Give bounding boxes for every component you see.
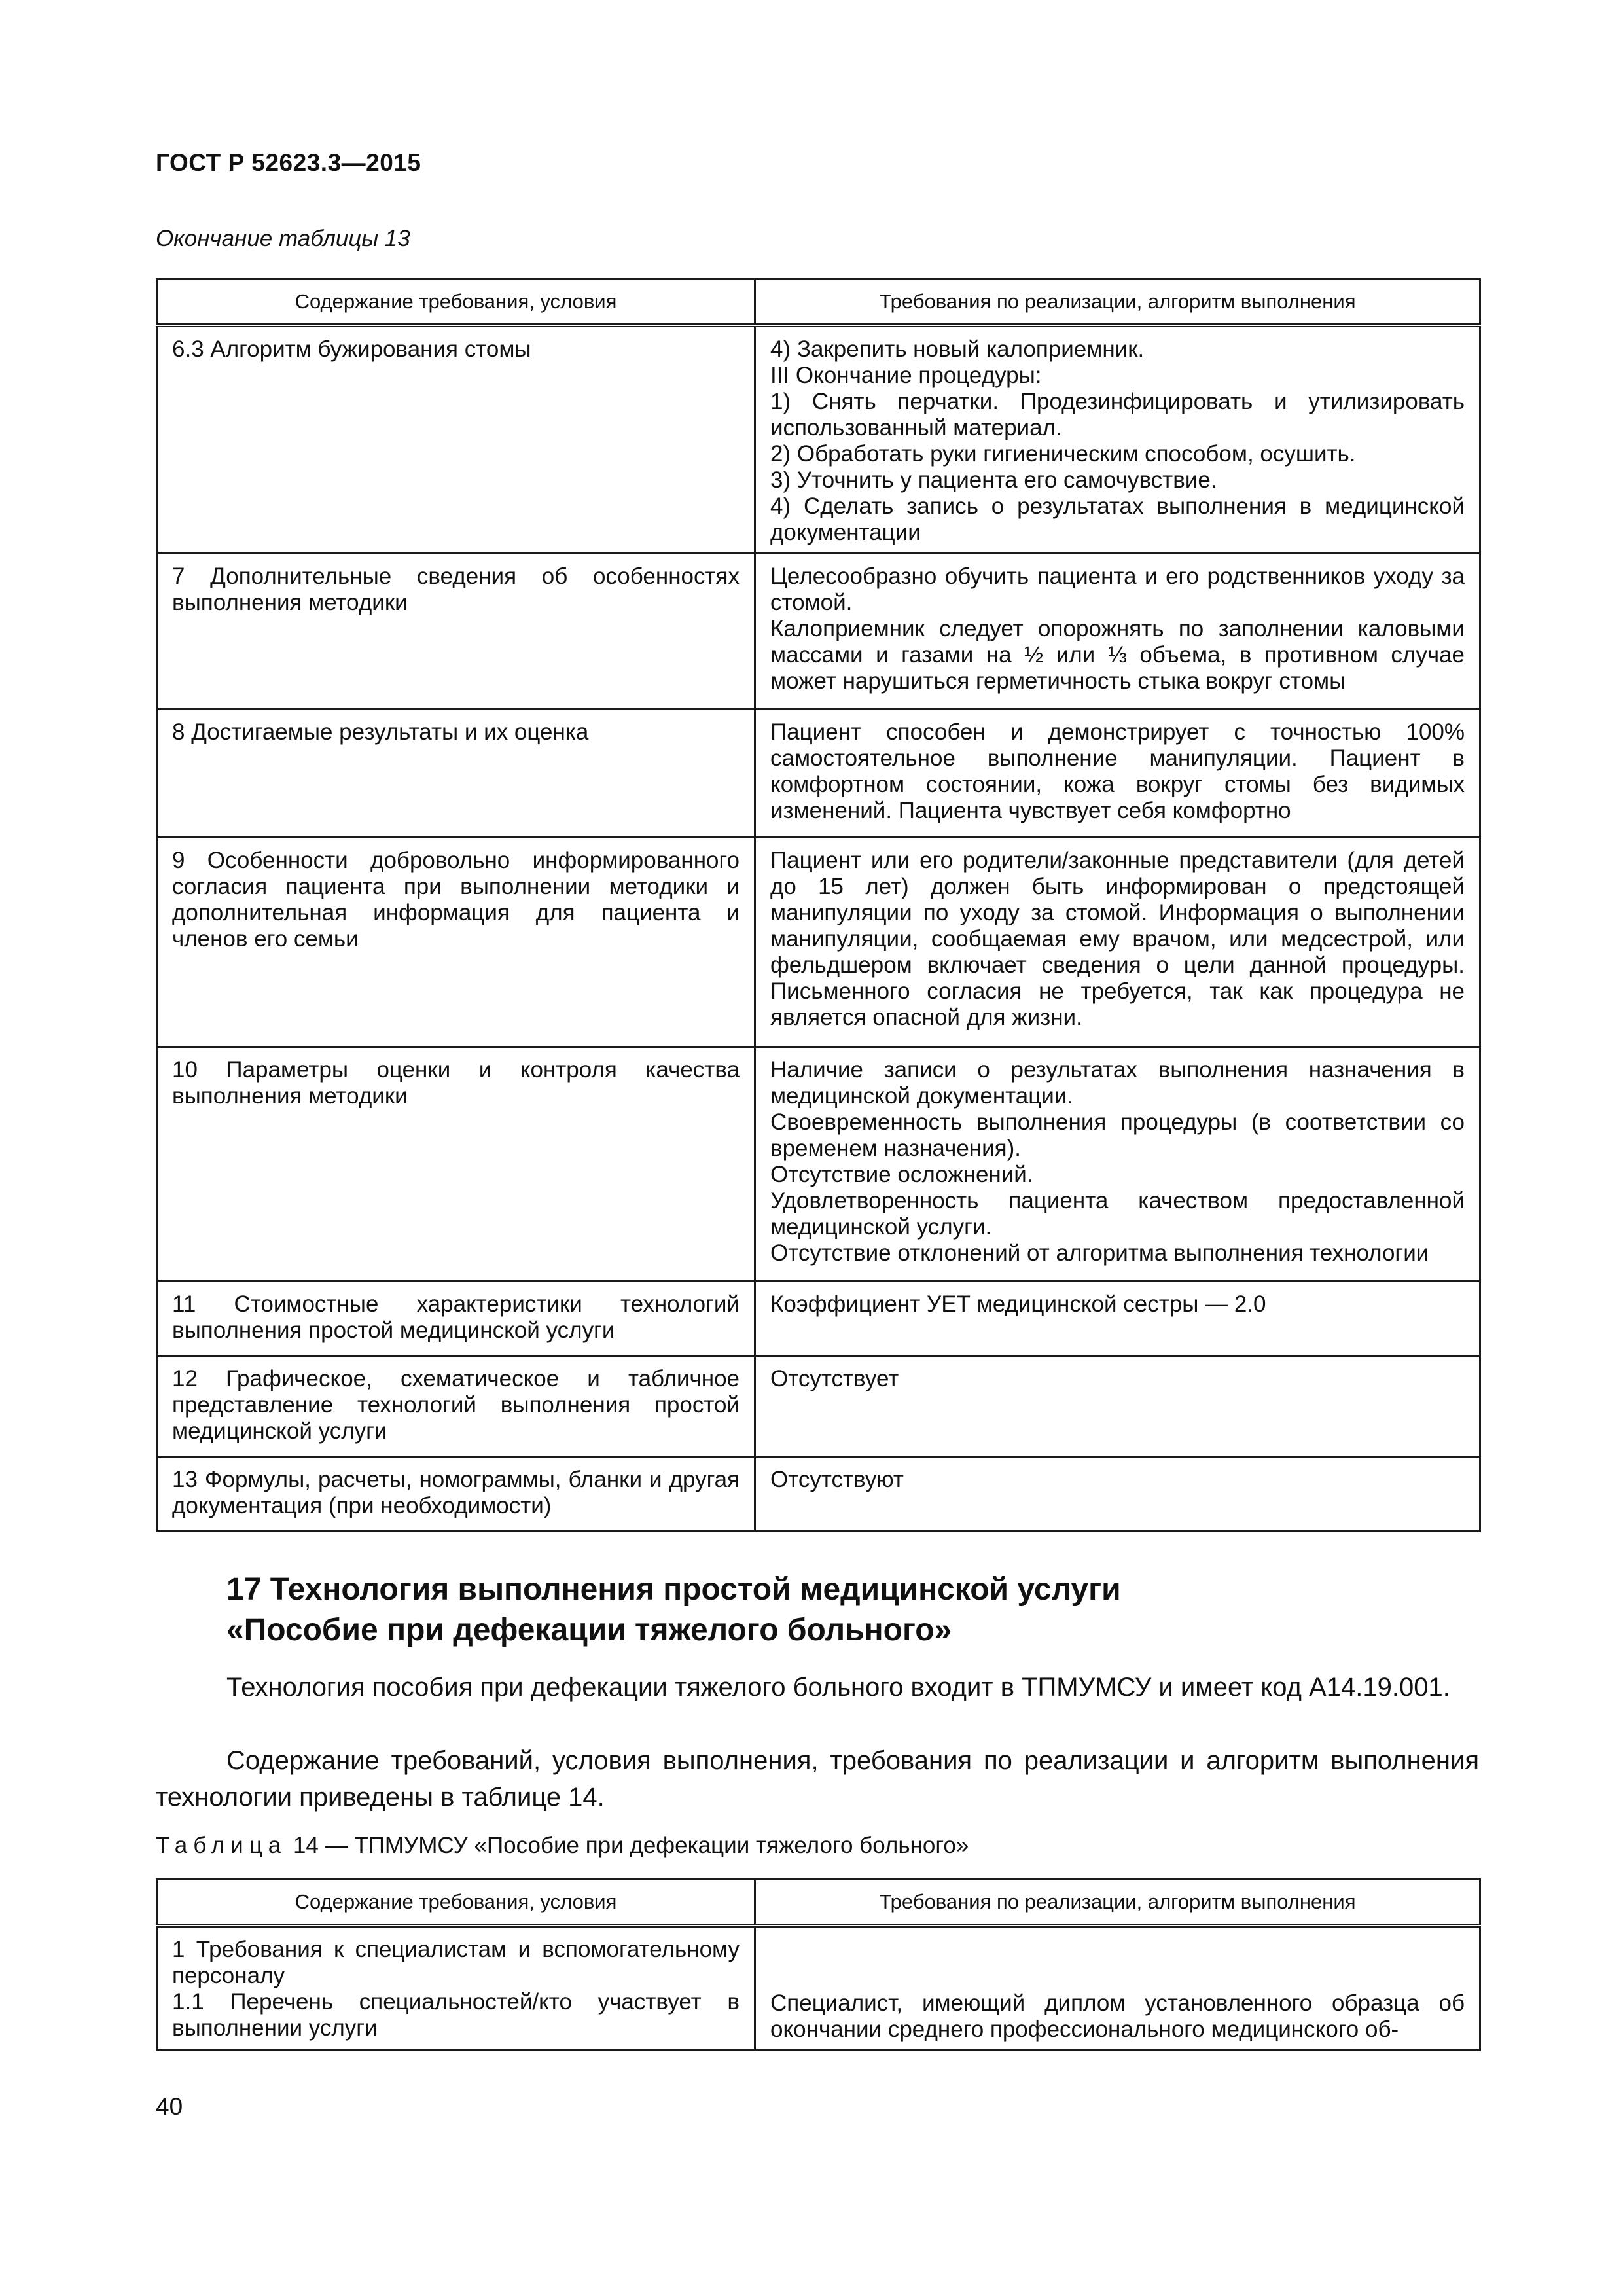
algorithm-line: 3) Уточнить у пациента его самочувствие. [770, 467, 1217, 493]
row-algorithm [755, 325, 1480, 554]
table-row [157, 838, 1480, 1047]
body-paragraph: Содержание требований, условия выполнения, требования по реализации и алгоритм выполнения технологии приведены в таблице 14. [156, 1746, 1479, 1812]
row-requirement: 7 Дополнительные сведения об особенностях выполнения методики [157, 554, 755, 709]
document-header: ГОСТ Р 52623.3—2015 [156, 149, 421, 176]
row-requirement: 13 Формулы, расчеты, номограммы, бланки и другая документация (при необходимости) [157, 1457, 755, 1532]
algorithm-line: Удовлетворенность пациента качеством предоставленной медицинской услуги. [770, 1188, 1465, 1240]
row-algorithm [755, 554, 1480, 709]
table-row [157, 1926, 1480, 2050]
body-paragraph: Технология пособия при дефекации тяжелого больного входит в ТПМУМСУ и имеет код А14.19.001. [226, 1673, 1450, 1702]
table-row [157, 1047, 1480, 1282]
algorithm-line: Отсутствие осложнений. [770, 1162, 1033, 1187]
algorithm-line: 1) Снять перчатки. Продезинфицировать и утилизировать использованный материал. [770, 389, 1465, 440]
table-row [157, 709, 1480, 838]
algorithm-line: Своевременность выполнения процедуры (в соответствии со временем назначения). [770, 1109, 1465, 1161]
requirement-line: 1 Требования к специалистам и вспомогательному персоналу [172, 1937, 740, 1988]
algorithm-line: Коэффициент УЕТ медицинской сестры — 2.0 [770, 1291, 1266, 1317]
column-header-conditions: Содержание требования, условия [157, 1880, 755, 1926]
section-title-line: «Пособие при дефекации тяжелого больного» [226, 1613, 952, 1647]
row-algorithm [755, 1047, 1480, 1282]
requirement-line: 1.1 Перечень специальностей/кто участвует в выполнении услуги [172, 1989, 740, 2041]
row-requirement: 8 Достигаемые результаты и их оценка [157, 709, 755, 838]
row-requirement [157, 1926, 755, 2050]
section-title [226, 1570, 1121, 1651]
table-caption-label: Таблица [156, 1833, 287, 1858]
table-caption-text: 14 — ТПМУМСУ «Пособие при дефекации тяжелого больного» [287, 1833, 969, 1858]
algorithm-line: Специалист, имеющий диплом установленного образца об окончании среднего профессионального медицинского об- [770, 1990, 1465, 2042]
table-row [157, 1282, 1480, 1356]
row-algorithm [755, 838, 1480, 1047]
table-13 [156, 278, 1481, 1532]
algorithm-line: Целесообразно обучить пациента и его родственников уходу за стомой. [770, 564, 1465, 615]
row-requirement: 6.3 Алгоритм бужирования стомы [157, 325, 755, 554]
row-requirement: 9 Особенности добровольно информированного согласия пациента при выполнении методики и дополнительная информация для пациента и членов его семьи [157, 838, 755, 1047]
table-continuation-label: Окончание таблицы 13 [156, 226, 410, 251]
algorithm-line: Отсутствуют [770, 1467, 904, 1492]
row-requirement: 12 Графическое, схематическое и табличное представление технологий выполнения простой медицинской услуги [157, 1356, 755, 1457]
algorithm-line: III Окончание процедуры: [770, 363, 1042, 388]
algorithm-line: Отсутствие отклонений от алгоритма выполнения технологии [770, 1240, 1429, 1266]
algorithm-line: 4) Закрепить новый калоприемник. [770, 336, 1145, 362]
row-algorithm [755, 1282, 1480, 1356]
table-header-row [157, 1880, 1480, 1926]
algorithm-line: Отсутствует [770, 1366, 899, 1391]
algorithm-line: Калоприемник следует опорожнять по заполнении каловыми массами и газами на ½ или ⅓ объема, в противном случае может нарушиться герметичность стыка вокруг стомы [770, 616, 1465, 694]
row-algorithm [755, 1926, 1480, 2050]
table-row [157, 325, 1480, 554]
section-title-line: 17 Технология выполнения простой медицинской услуги [226, 1572, 1121, 1607]
table-14 [156, 1878, 1481, 2051]
row-requirement: 10 Параметры оценки и контроля качества выполнения методики [157, 1047, 755, 1282]
table-caption [156, 1833, 969, 1859]
algorithm-line: 2) Обработать руки гигиеническим способом, осушить. [770, 441, 1356, 467]
row-requirement: 11 Стоимостные характеристики технологий выполнения простой медицинской услуги [157, 1282, 755, 1356]
table-row [157, 1457, 1480, 1532]
column-header-algorithm: Требования по реализации, алгоритм выполнения [755, 1880, 1480, 1926]
column-header-algorithm: Требования по реализации, алгоритм выполнения [755, 279, 1480, 326]
algorithm-line: Наличие записи о результатах выполнения назначения в медицинской документации. [770, 1057, 1465, 1109]
table-row [157, 554, 1480, 709]
row-algorithm [755, 709, 1480, 838]
row-algorithm [755, 1457, 1480, 1532]
algorithm-line: 4) Сделать запись о результатах выполнения в медицинской документации [770, 493, 1465, 545]
algorithm-line: Пациент способен и демонстрирует с точностью 100% самостоятельное выполнение манипуляции. Пациент в комфортном состоянии, кожа вокруг стомы без видимых изменений. Пациента чувствует себя комфортно [770, 719, 1465, 823]
page-number: 40 [156, 2093, 183, 2120]
table-header-row [157, 279, 1480, 326]
row-algorithm [755, 1356, 1480, 1457]
table-row [157, 1356, 1480, 1457]
column-header-conditions: Содержание требования, условия [157, 279, 755, 326]
algorithm-line: Пациент или его родители/законные представители (для детей до 15 лет) должен быть информирован о предстоящей манипуляции по уходу за стомой. Информация о выполнении манипуляции, сообщаемая ему врачом, или медсестрой, или фельдшером включает сведения о цели данной процедуры. Письменного согласия не требуется, так как процедура не является опасной для жизни. [770, 848, 1465, 1030]
